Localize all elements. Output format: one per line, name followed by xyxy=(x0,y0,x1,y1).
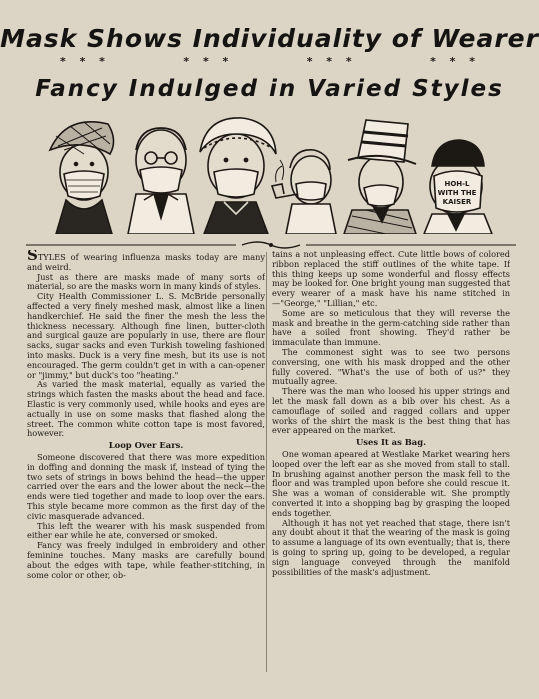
article-column-left xyxy=(27,250,265,690)
paragraph: Just as there are masks made of many sorts of material, so are the masks worn in many kinds of styles. xyxy=(27,271,265,292)
paragraph-lead xyxy=(27,250,265,273)
mask-text-line1: HOH-L xyxy=(444,180,470,188)
face-striped-hat xyxy=(344,120,416,234)
paragraph: Fancy was freely indulged in embroidery and other feminine touches. Many masks are carefully bound about the edges with tape, while feather-stitching, in some color or other, ob- xyxy=(27,540,265,580)
face-plaid-hat xyxy=(50,122,114,234)
star-separator xyxy=(60,55,480,68)
paragraph: One woman apeared at Westlake Market wearing hers looped over the left ear as she moved from stall to stall. In brushing against another person the mask fell to the floor and was trampled upon before she could rescue it. She was a woman of considerable wit. She promptly converted it into a shopping bag by grasping the looped ends together. xyxy=(272,448,510,518)
column-divider xyxy=(266,252,267,672)
stars-3: * * * xyxy=(306,55,357,68)
stars-1: * * * xyxy=(60,55,110,68)
paragraph: Someone discovered that there was more expedition in doffing and donning the mask if, instead of tying the two sets of strings in bows behind the head—the upper carried over the ears and the lower about the neck—the ends were tied together and made to loop over the ears. This style became more common as the first day of the civic masquerade advanced. xyxy=(27,451,265,521)
face-pipe xyxy=(272,150,336,234)
section-subhead: Loop Over Ears. xyxy=(108,440,184,451)
mask-text-line3: KAISER xyxy=(442,198,472,206)
subheadline: Fancy Indulged in Varied Styles xyxy=(35,76,504,102)
divider-rule xyxy=(26,240,516,250)
article-column-right xyxy=(272,250,510,690)
stars-4: * * * xyxy=(430,55,480,68)
section-subhead: Uses It as Bag. xyxy=(355,437,426,448)
paragraph: City Health Commissioner L. S. McBride personally affected a very finely meshed mask, almost like a linen handkerchief. He said the finer the mesh the less the thickness necessary. Although fine linen, butter-cloth and surgical gauze are popularly in use, there are flour sacks, sugar sacks and even Turkish toweling fashioned into masks. Duck is a very fine mesh, but its use is not encouraged. The germ couldn't get in with a can-opener or "jimmy," but duck's too "heating." xyxy=(27,291,265,380)
headline: Mask Shows Individuality of Wearer xyxy=(0,24,539,53)
drop-cap: S xyxy=(27,250,38,264)
paragraph-lead-text: TYLES of wearing influenza masks today are many and weird. xyxy=(27,252,265,272)
masked-faces-illustration xyxy=(36,110,506,234)
mask-text-line2: WITH THE xyxy=(437,189,477,197)
stars-2: * * * xyxy=(183,55,234,68)
paragraph: Some are so meticulous that they will reverse the mask and breathe in the germ-catching side rather than have a soiled front showing. They'd rather be immaculate than immune. xyxy=(272,307,510,348)
paragraph: The commonest sight was to see two persons conversing, one with his mask dropped and the other fully covered. "What's the use of both of us?" they mutually agree. xyxy=(272,346,510,387)
paragraph: As varied the mask material, equally as varied the strings which fasten the masks about the head and face. Elastic is very commonly used, while hooks and eyes are actually in use on some masks that flashed along the street. The common white cotton tape is most favored, however. xyxy=(27,379,265,439)
paragraph: tains a not unpleasing effect. Cute little bows of colored ribbon replaced the stiff outlines of the white tape. If this thing keeps up some wonderful and flossy effects may be looked for. One bright young man suggested that every wearer of a mask have his name stitched in—"George," "Lillian," etc. xyxy=(272,250,510,308)
face-spectacles xyxy=(128,128,194,234)
paragraph: Although it has not yet reached that stage, there isn't any doubt about it that the wearing of the mask is going to assume a language of its own eventually; that is, there is going to spring up, going to be developed, a regular sign language conveyed through the manifold possibilities of the mask's adjustment. xyxy=(272,517,510,577)
face-bonnet xyxy=(200,118,276,234)
paragraph: This left the wearer with his mask suspended from either ear while he ate, conversed or smoked. xyxy=(27,520,265,541)
paragraph: There was the man who loosed his upper strings and let the mask fall down as a bib over his chest. As a camouflage of soiled and ragged collars and upper works of the shirt the mask is the best thing that has ever appeared on the market. xyxy=(272,386,510,436)
